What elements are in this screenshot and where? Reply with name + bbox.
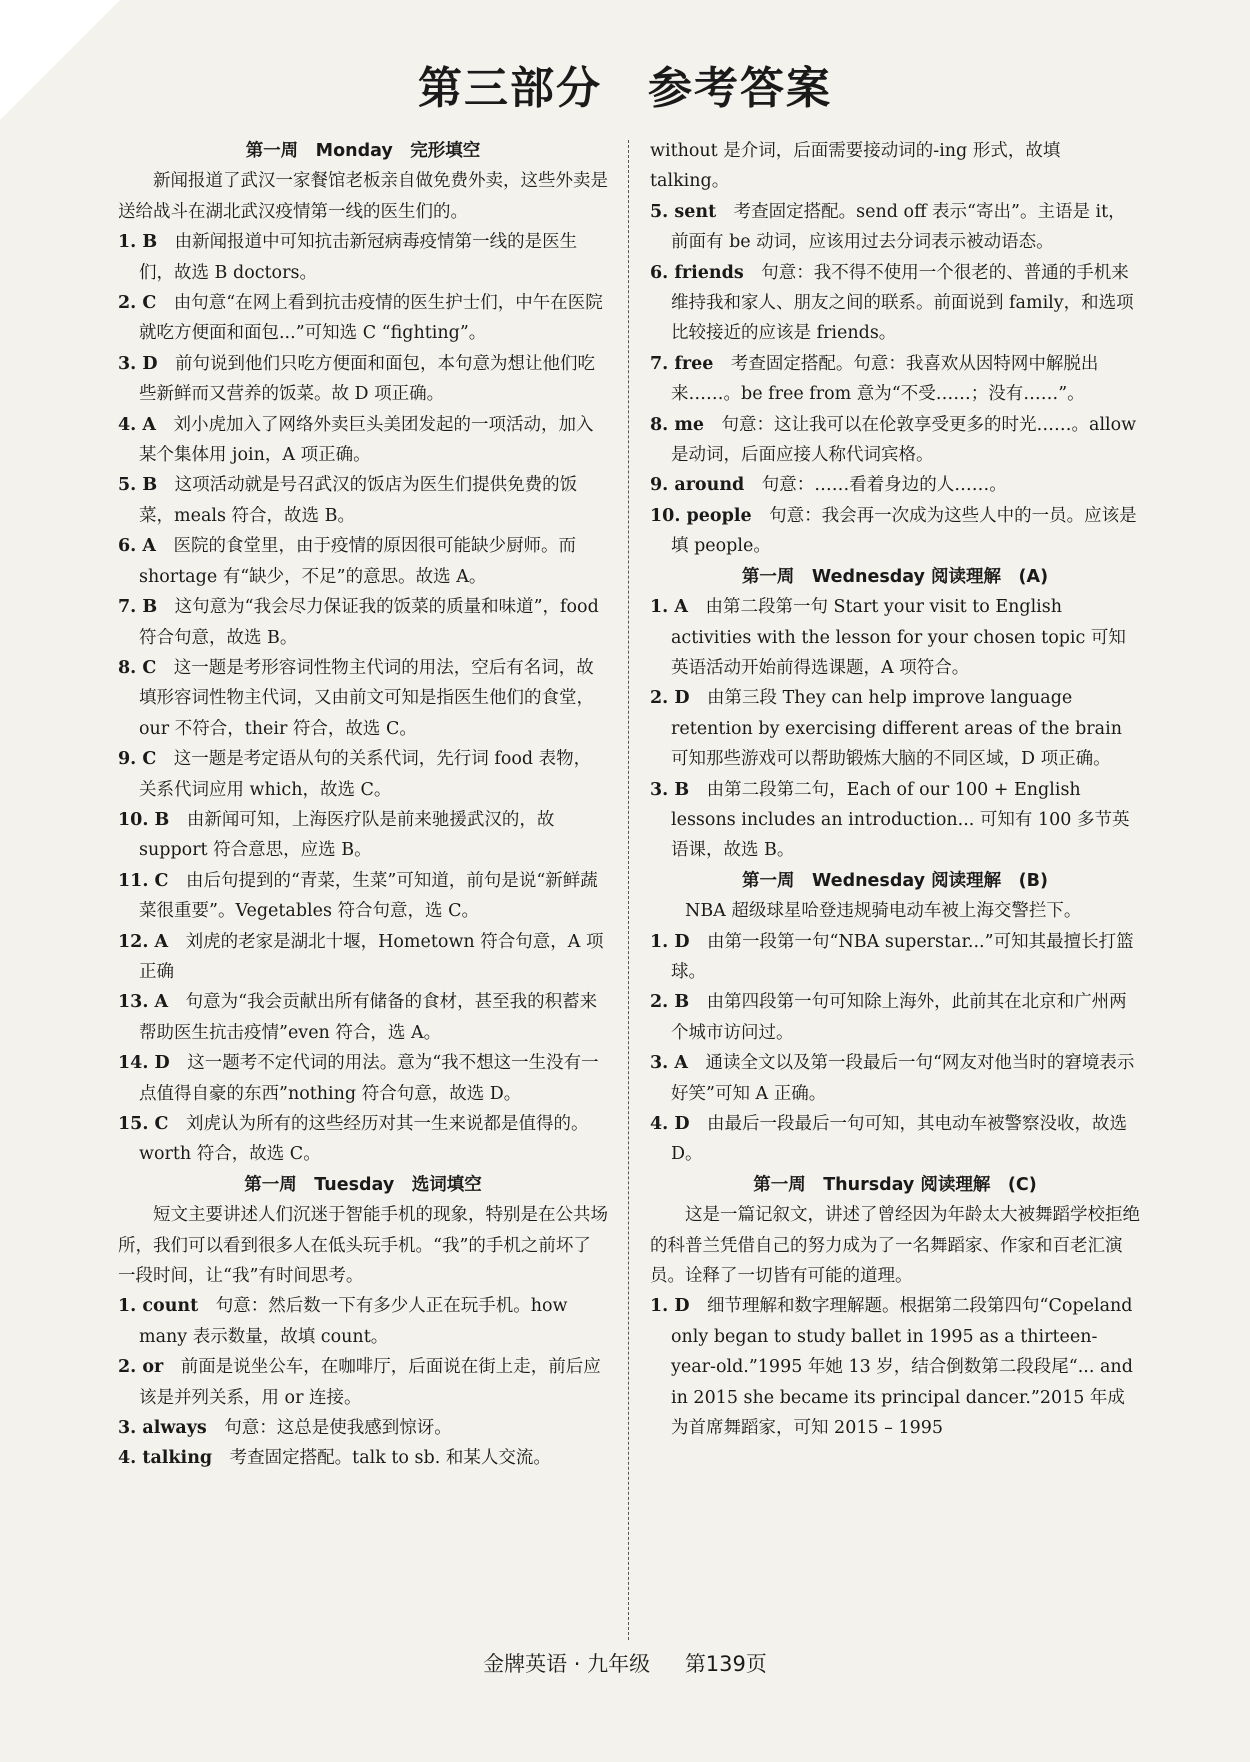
answer-explanation: 这句意为“我会尽力保证我的饭菜的质量和味道”，food 符合句意，故选 B。: [139, 597, 599, 648]
answer-explanation: 前面是说坐公车，在咖啡厅，后面说在街上走，前后应该是并列关系，用 or 连接。: [139, 1357, 601, 1408]
answer-item: [118, 653, 608, 744]
answer-number: 9. C: [118, 749, 157, 770]
answer-explanation: 细节理解和数字理解题。根据第二段第四句“Copeland only began to study ballet in 1995 as a thirteen-year-old.”1995 年她 13 岁，结合倒数第二段段尾“... and in 2015 she became its principal dancer.”2015 年成为首席舞蹈家，可知 2015 – 1995: [671, 1296, 1133, 1439]
answer-item: [118, 744, 608, 805]
answer-item: [650, 683, 1140, 774]
page-title: 第三部分 参考答案: [418, 63, 832, 114]
answer-explanation: 句意：这让我可以在伦敦享受更多的时光……。allow 是动词，后面应接人称代词宾格。: [671, 414, 1137, 466]
answer-item: [650, 1109, 1140, 1170]
answer-explanation: 句意：我不得不使用一个很老的、普通的手机来维持我和家人、朋友之间的联系。前面说到 family，和选项比较接近的应该是 friends。: [671, 262, 1134, 344]
answer-item: [118, 927, 608, 988]
answer-item: [118, 288, 608, 349]
answer-explanation: 这项活动就是号召武汉的饭店为医生们提供免费的饭菜，meals 符合，故选 B。: [139, 475, 578, 526]
answer-explanation: 句意：我会再一次成为这些人中的一员。应该是填 people。: [671, 505, 1137, 557]
answer-item: [650, 1048, 1140, 1109]
answer-item: [118, 227, 608, 288]
answer-item: [650, 470, 1140, 500]
section-heading: 第一周 Thursday 阅读理解 (C): [753, 1174, 1037, 1195]
answer-item: [118, 410, 608, 471]
answer-item: [118, 470, 608, 531]
answer-explanation: 由第一段第一句“NBA superstar...”可知其最擅长打篮球。: [671, 931, 1134, 982]
answer-item: [650, 197, 1140, 258]
answer-number: 2. D: [650, 688, 690, 709]
page-footer: [0, 1648, 1250, 1678]
answer-number: 10. people: [650, 505, 752, 526]
answer-item: [650, 349, 1140, 410]
answer-item: [118, 531, 608, 592]
answer-number: 5. B: [118, 475, 158, 496]
answer-item: [650, 987, 1140, 1048]
left-column: [118, 136, 608, 1474]
answer-number: 2. C: [118, 293, 157, 314]
answer-number: 1. A: [650, 597, 688, 618]
answer-number: 1. B: [118, 232, 158, 253]
answer-number: 2. or: [118, 1357, 164, 1378]
answer-number: 3. B: [650, 779, 690, 800]
answer-number: 7. free: [650, 353, 714, 374]
section-heading: 第一周 Monday 完形填空: [245, 141, 481, 161]
answer-explanation: 这一题是考形容词性物主代词的用法，空后有名词，故填形容词性物主代词，又由前文可知是指医生他们的食堂，our 不符合，their 符合，故选 C。: [139, 657, 594, 739]
answer-number: 4. D: [650, 1114, 690, 1134]
answer-explanation: 由第二段第一句 Start your visit to English activities with the lesson for your chosen topic 可知英语活动开始前得选课题，A 项符合。: [671, 597, 1126, 678]
answer-explanation: 由最后一段最后一句可知，其电动车被警察没收，故选 D。: [671, 1114, 1128, 1165]
answer-explanation: 刘虎的老家是湖北十堰，Hometown 符合句意，A 项正确: [139, 931, 604, 982]
answer-explanation: 句意：这总是使我感到惊讶。: [224, 1418, 452, 1439]
answer-number: 10. B: [118, 809, 170, 830]
answer-number: 8. me: [650, 414, 705, 435]
answer-number: 6. friends: [650, 262, 744, 283]
section-summary: 短文主要讲述人们沉迷于智能手机的现象，特别是在公共场所，我们可以看到很多人在低头玩手机。“我”的手机之前坏了一段时间，让“我”有时间思考。: [118, 1205, 608, 1287]
answer-explanation: 句意：……看着身边的人……。: [761, 475, 1007, 496]
answer-explanation: 这一题是考定语从句的关系代词，先行词 food 表物，关系代词应用 which，故选 C。: [139, 749, 592, 800]
answer-number: 3. always: [118, 1418, 207, 1439]
answer-item: [118, 592, 608, 653]
section-heading: 第一周 Wednesday 阅读理解 (A): [741, 566, 1049, 587]
page-number: 第139页: [684, 1652, 767, 1676]
answer-item: [118, 866, 608, 927]
answer-number: 9. around: [650, 475, 745, 496]
answer-explanation: 由新闻可知，上海医疗队是前来驰援武汉的，故 support 符合意思，应选 B。: [139, 809, 555, 861]
answer-explanation: 刘小虎加入了网络外卖巨头美团发起的一项活动，加入某个集体用 join，A 项正确。: [139, 414, 594, 466]
answer-explanation: 由第四段第一句可知除上海外，此前其在北京和广州两个城市访问过。: [671, 992, 1127, 1043]
section-summary: NBA 超级球星哈登违规骑电动车被上海交警拦下。: [685, 901, 1082, 922]
answer-number: 1. count: [118, 1296, 199, 1317]
answer-number: 1. D: [650, 931, 690, 952]
answer-explanation: 考查固定搭配。talk to sb. 和某人交流。: [229, 1448, 551, 1469]
answer-explanation: 刘虎认为所有的这些经历对其一生来说都是值得的。worth 符合，故选 C。: [139, 1114, 589, 1165]
section-heading: 第一周 Wednesday 阅读理解 (B): [742, 870, 1048, 891]
answer-item: [650, 927, 1140, 988]
answer-explanation: 句意：然后数一下有多少人正在玩手机。how many 表示数量，故填 count。: [139, 1296, 568, 1347]
answer-item: [118, 349, 608, 410]
answer-item: [650, 501, 1140, 562]
answer-item: [118, 1109, 608, 1170]
book-title: 金牌英语 · 九年级: [483, 1652, 651, 1676]
right-column: [650, 136, 1140, 1443]
answer-item: [118, 1291, 608, 1352]
answer-number: 2. B: [650, 992, 690, 1013]
answer-number: 11. C: [118, 870, 169, 891]
answer-explanation: 由后句提到的“青菜，生菜”可知道，前句是说“新鲜蔬菜很重要”。Vegetables 符合句意，选 C。: [139, 870, 598, 922]
answer-item: [118, 987, 608, 1048]
answer-explanation: 由第二段第二句，Each of our 100 + English lessons includes an introduction... 可知有 100 多节英语课，故选 B。: [671, 779, 1130, 861]
answer-item: [650, 775, 1140, 866]
answer-explanation: 通读全文以及第一段最后一句“网友对他当时的窘境表示好笑”可知 A 正确。: [671, 1053, 1135, 1104]
answer-item: [650, 592, 1140, 683]
answer-number: 13. A: [118, 992, 169, 1013]
answer-item: [118, 1443, 608, 1473]
answer-item: [650, 258, 1140, 349]
answer-item: [650, 1291, 1140, 1443]
answer-explanation: 句意为“我会贡献出所有储备的食材，甚至我的积蓄来帮助医生抗击疫情”even 符合，选 A。: [139, 992, 598, 1043]
answer-explanation: 前句说到他们只吃方便面和面包，本句意为想让他们吃些新鲜而又营养的饭菜。故 D 项正确。: [139, 353, 596, 405]
answer-explanation: 医院的食堂里，由于疫情的原因很可能缺少厨师。而 shortage 有“缺少，不足”的意思。故选 A。: [139, 536, 576, 587]
answer-explanation: 考查固定搭配。句意：我喜欢从因特网中解脱出来……。be free from 意为“不受……；没有……”。: [671, 353, 1099, 405]
answer-number: 3. A: [650, 1053, 688, 1074]
answer-explanation: 考查固定搭配。send off 表示“寄出”。主语是 it，前面有 be 动词，应该用过去分词表示被动语态。: [671, 201, 1126, 253]
answer-item: [118, 1413, 608, 1443]
answer-item: [118, 1352, 608, 1413]
answer-number: 14. D: [118, 1053, 170, 1074]
answer-number: 3. D: [118, 353, 158, 374]
answer-item: [118, 805, 608, 866]
continued-explanation: without 是介词，后面需要接动词的-ing 形式，故填 talking。: [650, 141, 1061, 192]
answer-number: 12. A: [118, 931, 169, 952]
answer-item: [118, 1048, 608, 1109]
answer-number: 7. B: [118, 597, 158, 618]
answer-explanation: 由第三段 They can help improve language retention by exercising different areas of the brain 可知那些游戏可以帮助锻炼大脑的不同区域，D 项正确。: [671, 688, 1122, 770]
answer-explanation: 由新闻报道中可知抗击新冠病毒疫情第一线的是医生们，故选 B doctors。: [139, 232, 578, 283]
answer-number: 1. D: [650, 1296, 690, 1317]
answer-explanation: 这一题考不定代词的用法。意为“我不想这一生没有一点值得自豪的东西”nothing 符合句意，故选 D。: [139, 1053, 599, 1104]
answer-number: 6. A: [118, 536, 156, 557]
answer-number: 4. talking: [118, 1448, 213, 1469]
answer-number: 5. sent: [650, 201, 717, 222]
answer-number: 4. A: [118, 414, 156, 435]
section-heading: 第一周 Tuesday 选词填空: [244, 1174, 482, 1195]
section-summary: 新闻报道了武汉一家餐馆老板亲自做免费外卖，这些外卖是送给战斗在湖北武汉疫情第一线的医生们的。: [118, 171, 608, 222]
answer-number: 8. C: [118, 657, 157, 678]
answer-explanation: 由句意“在网上看到抗击疫情的医生护士们，中午在医院就吃方便面和面包...”可知选 C “fighting”。: [139, 293, 603, 344]
answer-item: [650, 410, 1140, 471]
column-divider: [628, 140, 629, 1640]
section-summary: 这是一篇记叙文，讲述了曾经因为年龄太大被舞蹈学校拒绝的科普兰凭借自己的努力成为了一名舞蹈家、作家和百老汇演员。诠释了一切皆有可能的道理。: [650, 1205, 1140, 1287]
answer-number: 15. C: [118, 1114, 169, 1134]
